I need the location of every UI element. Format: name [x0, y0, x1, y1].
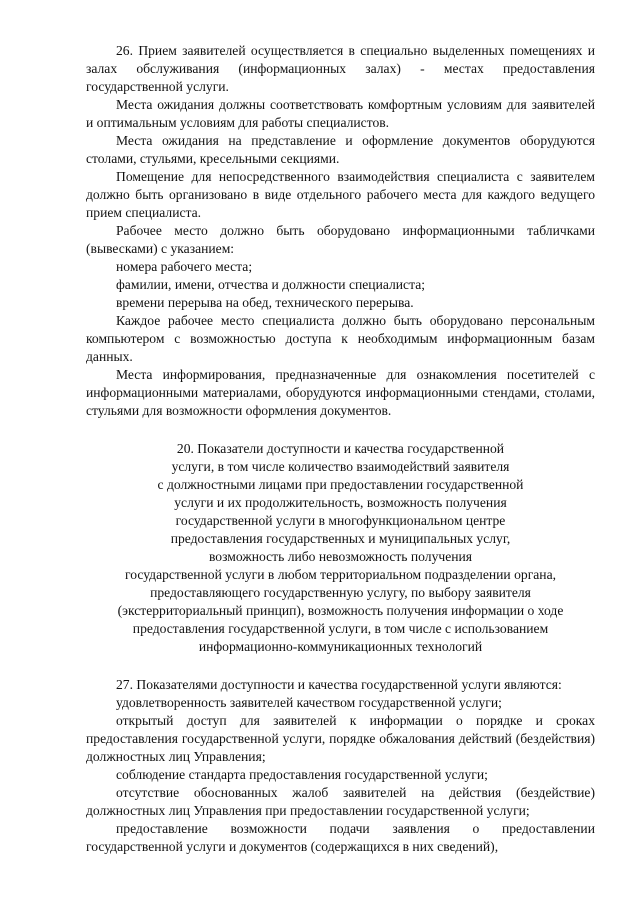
heading-line: возможность либо невозможность получения	[208, 549, 473, 564]
list-item-no-complaints: отсутствие обоснованных жалоб заявителей на действия (бездействие) должностных лиц Управления при предоставлении государственной услуги;	[86, 785, 595, 818]
document-body	[86, 42, 595, 856]
paragraph-workplace-room: Помещение для непосредственного взаимодействия специалиста с заявителем должно быть организовано в виде отдельного рабочего места для каждого ведущего прием специалиста.	[86, 169, 595, 220]
paragraph-27-intro: 27. Показателями доступности и качества государственной услуги являются:	[116, 677, 562, 692]
heading-line: услуги, в том числе количество взаимодействий заявителя	[171, 459, 510, 474]
heading-line: услуги и их продолжительность, возможность получения	[174, 495, 507, 510]
paragraph-computer: Каждое рабочее место специалиста должно быть оборудовано персональным компьютером с возможностью доступа к необходимым информационным базам данных.	[86, 313, 595, 364]
section-heading-20	[86, 440, 595, 656]
list-item-satisfaction: удовлетворенность заявителей качеством государственной услуги;	[116, 695, 502, 710]
list-item-application-submission: предоставление возможности подачи заявления о предоставлении государственной услуги и документов (содержащихся в них сведений),	[86, 821, 595, 854]
list-item-workplace-number: номера рабочего места;	[116, 259, 253, 274]
heading-line: предоставляющего государственную услугу, по выбору заявителя	[150, 585, 531, 600]
heading-line: 20. Показатели доступности и качества государственной	[176, 441, 505, 456]
heading-line: государственной услуги в любом территориальном подразделении органа,	[124, 567, 557, 582]
section-26	[86, 42, 595, 420]
list-item-open-access: открытый доступ для заявителей к информации о порядке и сроках предоставления государственной услуги, порядке обжалования действий (бездействия) должностных лиц Управления;	[86, 713, 595, 764]
paragraph-waiting-furniture: Места ожидания на представление и оформление документов оборудуются столами, стульями, кресельными секциями.	[86, 133, 595, 166]
heading-line: предоставления государственной услуги, в том числе с использованием	[132, 621, 549, 636]
heading-line: государственной услуги в многофункциональном центре	[175, 513, 506, 528]
heading-line: предоставления государственных и муниципальных услуг,	[170, 531, 511, 546]
heading-line: (экстерриториальный принцип), возможность получения информации о ходе	[117, 603, 564, 618]
list-item-break-time: времени перерыва на обед, технического перерыва.	[116, 295, 414, 310]
heading-line: с должностными лицами при предоставлении государственной	[157, 477, 524, 492]
list-item-specialist-name: фамилии, имени, отчества и должности специалиста;	[116, 277, 426, 292]
list-item-standard-compliance: соблюдение стандарта предоставления государственной услуги;	[116, 767, 488, 782]
section-27	[86, 676, 595, 856]
paragraph-waiting-comfort: Места ожидания должны соответствовать комфортным условиям для заявителей и оптимальным условиям для работы специалистов.	[86, 97, 595, 130]
paragraph-signage: Рабочее место должно быть оборудовано информационными табличками (вывесками) с указанием:	[86, 223, 595, 256]
paragraph-info-places: Места информирования, предназначенные для ознакомления посетителей с информационными материалами, оборудуются информационными стендами, столами, стульями для возможности оформления документов.	[86, 367, 595, 418]
heading-line: информационно-коммуникационных технологий	[198, 639, 483, 654]
paragraph-26-intro: 26. Прием заявителей осуществляется в специально выделенных помещениях и залах обслуживания (информационных залах) - местах предоставления государственной услуги.	[86, 43, 595, 94]
